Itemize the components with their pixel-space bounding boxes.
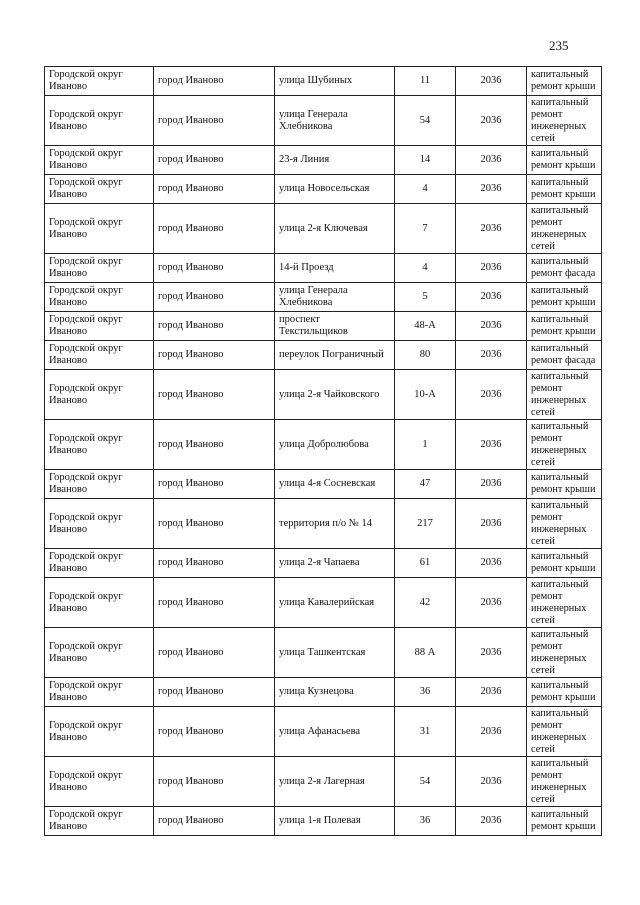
year-cell: 2036 xyxy=(456,549,527,578)
city-cell: город Иваново xyxy=(154,678,275,707)
house-number-cell: 31 xyxy=(395,707,456,757)
work-type-cell: капитальный ремонт инженерных сетей xyxy=(527,420,602,470)
city-cell: город Иваново xyxy=(154,312,275,341)
work-type-cell: капитальный ремонт крыши xyxy=(527,283,602,312)
city-cell: город Иваново xyxy=(154,420,275,470)
house-number-cell: 88 А xyxy=(395,628,456,678)
district-cell: Городской округ Иваново xyxy=(45,470,154,499)
district-cell: Городской округ Иваново xyxy=(45,96,154,146)
house-number-cell: 7 xyxy=(395,204,456,254)
year-cell: 2036 xyxy=(456,499,527,549)
city-cell: город Иваново xyxy=(154,757,275,807)
house-number-cell: 36 xyxy=(395,678,456,707)
street-cell: улица 2-я Чапаева xyxy=(275,549,395,578)
year-cell: 2036 xyxy=(456,341,527,370)
work-type-cell: капитальный ремонт инженерных сетей xyxy=(527,707,602,757)
work-type-cell: капитальный ремонт крыши xyxy=(527,807,602,836)
work-type-cell: капитальный ремонт крыши xyxy=(527,146,602,175)
district-cell: Городской округ Иваново xyxy=(45,807,154,836)
street-cell: улица 2-я Лагерная xyxy=(275,757,395,807)
street-cell: улица 1-я Полевая xyxy=(275,807,395,836)
table-row xyxy=(45,283,602,312)
street-cell: проспект Текстильщиков xyxy=(275,312,395,341)
year-cell: 2036 xyxy=(456,578,527,628)
work-type-cell: капитальный ремонт инженерных сетей xyxy=(527,578,602,628)
street-cell: улица 2-я Ключевая xyxy=(275,204,395,254)
district-cell: Городской округ Иваново xyxy=(45,175,154,204)
year-cell: 2036 xyxy=(456,283,527,312)
street-cell: улица Ташкентская xyxy=(275,628,395,678)
year-cell: 2036 xyxy=(456,67,527,96)
table-row xyxy=(45,146,602,175)
work-type-cell: капитальный ремонт фасада xyxy=(527,341,602,370)
table-row xyxy=(45,312,602,341)
district-cell: Городской округ Иваново xyxy=(45,549,154,578)
street-cell: улица 2-я Чайковского xyxy=(275,370,395,420)
year-cell: 2036 xyxy=(456,678,527,707)
street-cell: 14-й Проезд xyxy=(275,254,395,283)
city-cell: город Иваново xyxy=(154,67,275,96)
street-cell: улица Генерала Хлебникова xyxy=(275,96,395,146)
table-row xyxy=(45,420,602,470)
year-cell: 2036 xyxy=(456,757,527,807)
district-cell: Городской округ Иваново xyxy=(45,254,154,283)
district-cell: Городской округ Иваново xyxy=(45,341,154,370)
house-number-cell: 10-А xyxy=(395,370,456,420)
work-type-cell: капитальный ремонт фасада xyxy=(527,254,602,283)
year-cell: 2036 xyxy=(456,470,527,499)
table-row xyxy=(45,96,602,146)
city-cell: город Иваново xyxy=(154,175,275,204)
year-cell: 2036 xyxy=(456,204,527,254)
table-row xyxy=(45,678,602,707)
house-number-cell: 217 xyxy=(395,499,456,549)
street-cell: улица Афанасьева xyxy=(275,707,395,757)
district-cell: Городской округ Иваново xyxy=(45,707,154,757)
table-row xyxy=(45,707,602,757)
year-cell: 2036 xyxy=(456,312,527,341)
work-type-cell: капитальный ремонт крыши xyxy=(527,678,602,707)
district-cell: Городской округ Иваново xyxy=(45,370,154,420)
city-cell: город Иваново xyxy=(154,470,275,499)
work-type-cell: капитальный ремонт крыши xyxy=(527,549,602,578)
district-cell: Городской округ Иваново xyxy=(45,578,154,628)
year-cell: 2036 xyxy=(456,254,527,283)
district-cell: Городской округ Иваново xyxy=(45,678,154,707)
house-number-cell: 36 xyxy=(395,807,456,836)
house-number-cell: 61 xyxy=(395,549,456,578)
street-cell: улица Новосельская xyxy=(275,175,395,204)
work-type-cell: капитальный ремонт инженерных сетей xyxy=(527,499,602,549)
work-type-cell: капитальный ремонт инженерных сетей xyxy=(527,628,602,678)
district-cell: Городской округ Иваново xyxy=(45,628,154,678)
district-cell: Городской округ Иваново xyxy=(45,146,154,175)
district-cell: Городской округ Иваново xyxy=(45,204,154,254)
district-cell: Городской округ Иваново xyxy=(45,757,154,807)
city-cell: город Иваново xyxy=(154,204,275,254)
city-cell: город Иваново xyxy=(154,707,275,757)
house-number-cell: 42 xyxy=(395,578,456,628)
street-cell: территория п/о № 14 xyxy=(275,499,395,549)
year-cell: 2036 xyxy=(456,628,527,678)
year-cell: 2036 xyxy=(456,96,527,146)
table-row xyxy=(45,254,602,283)
city-cell: город Иваново xyxy=(154,499,275,549)
repair-schedule-table xyxy=(44,66,602,836)
city-cell: город Иваново xyxy=(154,283,275,312)
table-row xyxy=(45,499,602,549)
work-type-cell: капитальный ремонт крыши xyxy=(527,470,602,499)
house-number-cell: 48-А xyxy=(395,312,456,341)
district-cell: Городской округ Иваново xyxy=(45,283,154,312)
work-type-cell: капитальный ремонт крыши xyxy=(527,67,602,96)
table-body xyxy=(45,67,602,836)
table-row xyxy=(45,67,602,96)
house-number-cell: 54 xyxy=(395,757,456,807)
house-number-cell: 80 xyxy=(395,341,456,370)
city-cell: город Иваново xyxy=(154,370,275,420)
district-cell: Городской округ Иваново xyxy=(45,420,154,470)
table-row xyxy=(45,628,602,678)
year-cell: 2036 xyxy=(456,807,527,836)
city-cell: город Иваново xyxy=(154,254,275,283)
street-cell: улица Кавалерийская xyxy=(275,578,395,628)
work-type-cell: капитальный ремонт инженерных сетей xyxy=(527,96,602,146)
city-cell: город Иваново xyxy=(154,549,275,578)
house-number-cell: 4 xyxy=(395,254,456,283)
street-cell: улица Добролюбова xyxy=(275,420,395,470)
work-type-cell: капитальный ремонт инженерных сетей xyxy=(527,757,602,807)
house-number-cell: 5 xyxy=(395,283,456,312)
city-cell: город Иваново xyxy=(154,341,275,370)
year-cell: 2036 xyxy=(456,146,527,175)
work-type-cell: капитальный ремонт крыши xyxy=(527,312,602,341)
street-cell: улица Кузнецова xyxy=(275,678,395,707)
city-cell: город Иваново xyxy=(154,628,275,678)
city-cell: город Иваново xyxy=(154,146,275,175)
table-row xyxy=(45,757,602,807)
house-number-cell: 54 xyxy=(395,96,456,146)
table-row xyxy=(45,204,602,254)
city-cell: город Иваново xyxy=(154,578,275,628)
year-cell: 2036 xyxy=(456,420,527,470)
table-row xyxy=(45,175,602,204)
street-cell: 23-я Линия xyxy=(275,146,395,175)
house-number-cell: 11 xyxy=(395,67,456,96)
house-number-cell: 1 xyxy=(395,420,456,470)
house-number-cell: 4 xyxy=(395,175,456,204)
street-cell: переулок Пограничный xyxy=(275,341,395,370)
table-row xyxy=(45,470,602,499)
table-row xyxy=(45,807,602,836)
table-row xyxy=(45,370,602,420)
street-cell: улица Генерала Хлебникова xyxy=(275,283,395,312)
work-type-cell: капитальный ремонт крыши xyxy=(527,175,602,204)
table-row xyxy=(45,578,602,628)
city-cell: город Иваново xyxy=(154,807,275,836)
page-number: 235 xyxy=(549,38,569,53)
city-cell: город Иваново xyxy=(154,96,275,146)
district-cell: Городской округ Иваново xyxy=(45,312,154,341)
table-row xyxy=(45,549,602,578)
table-row xyxy=(45,341,602,370)
work-type-cell: капитальный ремонт инженерных сетей xyxy=(527,204,602,254)
year-cell: 2036 xyxy=(456,370,527,420)
district-cell: Городской округ Иваново xyxy=(45,67,154,96)
work-type-cell: капитальный ремонт инженерных сетей xyxy=(527,370,602,420)
street-cell: улица Шубиных xyxy=(275,67,395,96)
district-cell: Городской округ Иваново xyxy=(45,499,154,549)
year-cell: 2036 xyxy=(456,707,527,757)
year-cell: 2036 xyxy=(456,175,527,204)
street-cell: улица 4-я Сосневская xyxy=(275,470,395,499)
house-number-cell: 14 xyxy=(395,146,456,175)
house-number-cell: 47 xyxy=(395,470,456,499)
